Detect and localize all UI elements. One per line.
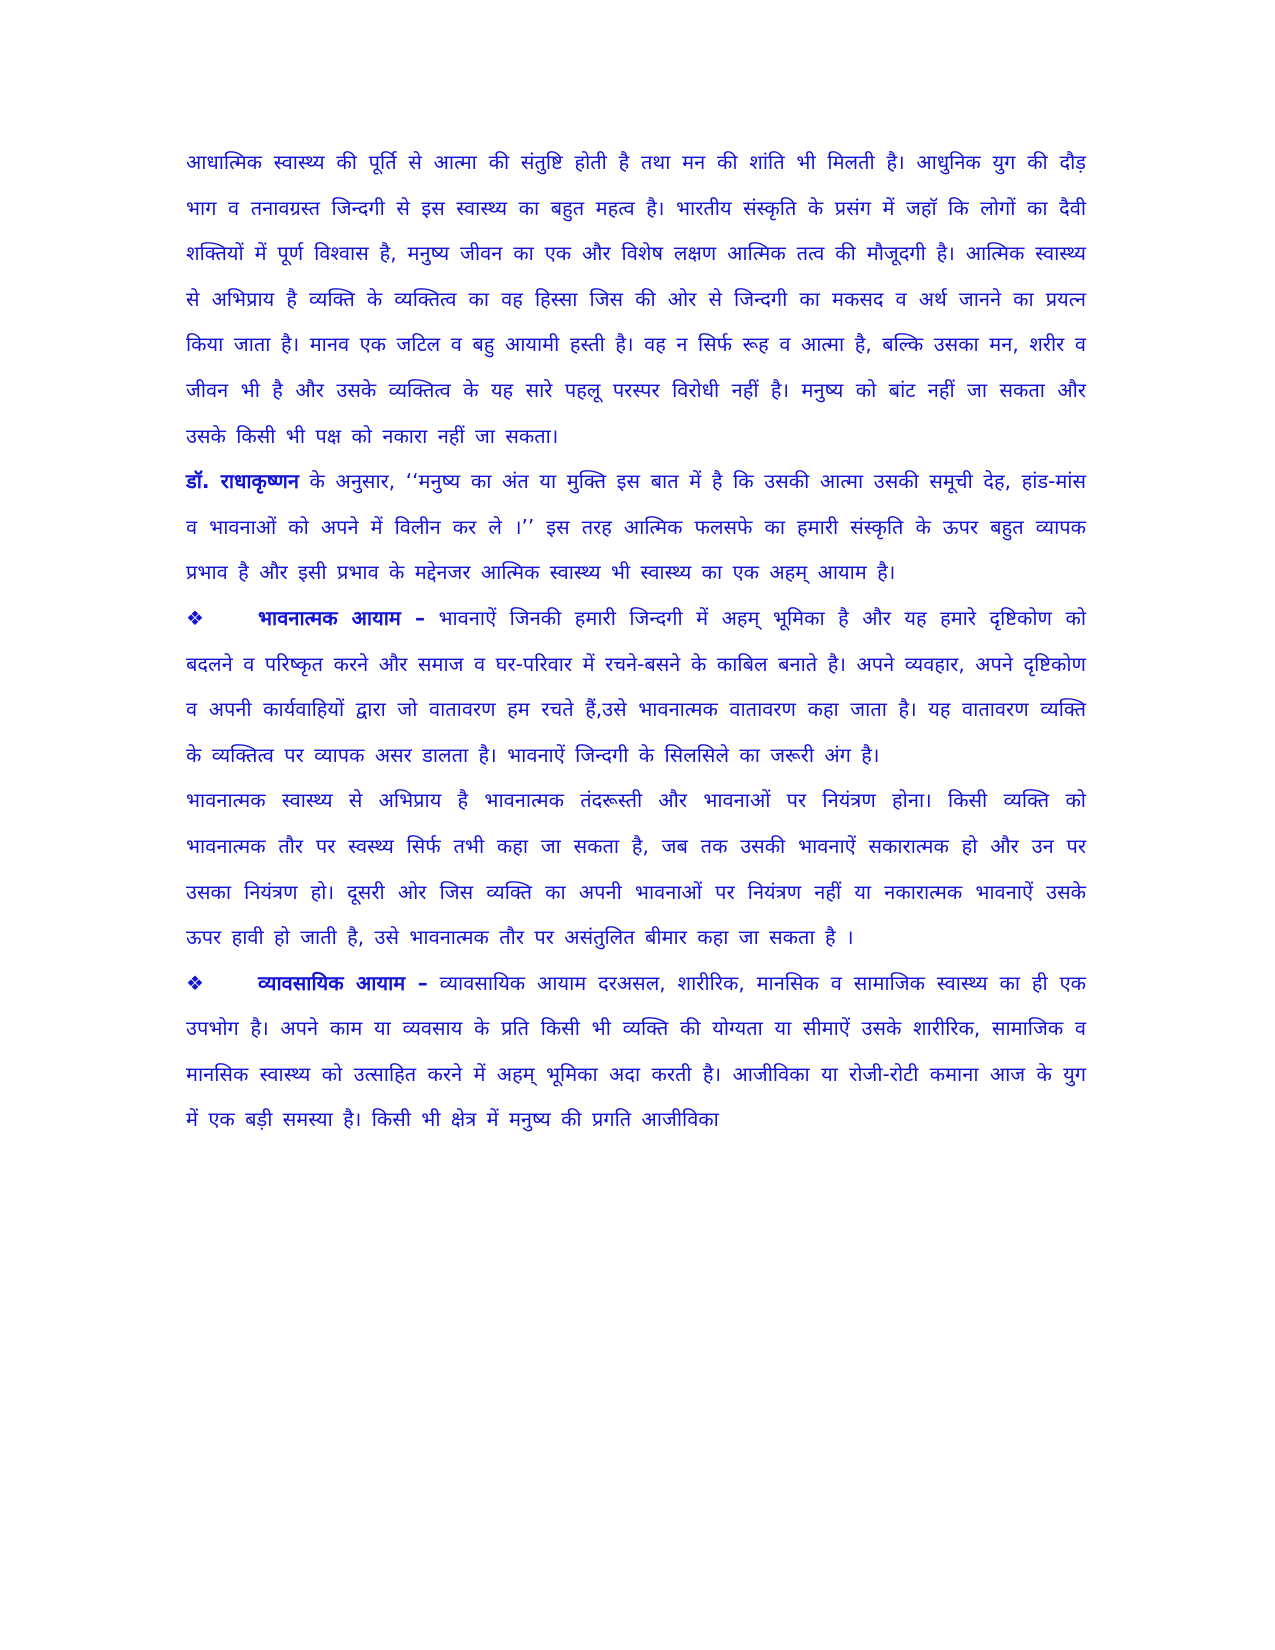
paragraph-emotional-health (186, 778, 1086, 960)
paragraph-text: भावनाऐं जिनकी हमारी जिन्दगी में अहम् भूमिका है और यह हमारे दृष्टिकोण को बदलने व परिष्कृत करने और समाज व घर-परिवार में रचने-बसने के काबिल बनाते है। अपने व्यवहार, अपने दृष्टिकोण व अपनी कार्यवाहियों द्वारा जो वातावरण हम रचते हैं,उसे भावनात्मक वातावरण कहा जाता है। यह वातावरण व्यक्ति के व्यक्तित्व पर व्यापक असर डालता है। भावनाऐं जिन्दगी के सिलसिले का जरूरी अंग है। (186, 605, 1087, 767)
paragraph-text: भावनात्मक स्वास्थ्य से अभिप्राय है भावनात्मक तंदरूस्ती और भावनाओं पर नियंत्रण होना। किसी व्यक्ति को भावनात्मक तौर पर स्वस्थ्य सिर्फ तभी कहा जा सकता है, जब तक उसकी भावनाऐं सकारात्मक हो और उन पर उसका नियंत्रण हो। दूसरी ओर जिस व्यक्ति का अपनी भावनाओं पर नियंत्रण नहीं या नकारात्मक भावनाऐं उसके ऊपर हावी हो जाती है, उसे भावनात्मक तौर पर असंतुलित बीमार कहा जा सकता है । (186, 788, 1086, 950)
paragraph-text: व्यावसायिक आयाम दरअसल, शारीरिक, मानसिक व सामाजिक स्वास्थ्य का ही एक उपभोग है। अपने काम या व्यवसाय के प्रति किसी भी व्यक्ति की योग्यता या सीमाऐं उसके शारीरिक, सामाजिक व मानसिक स्वास्थ्य को उत्साहित करने में अहम् भूमिका अदा करती है। आजीविका या रोजी-रोटी कमाना आज के युग में एक बड़ी समस्या है। किसी भी क्षेत्र में मनुष्य की प्रगति आजीविका (186, 970, 1086, 1132)
diamond-bullet-icon: ❖ (186, 605, 204, 630)
section-heading-emotional: भावनात्मक आयाम – (258, 605, 425, 630)
section-heading-occupational: व्यावसायिक आयाम – (258, 970, 428, 995)
paragraph-occupational-dimension (186, 961, 1086, 1143)
paragraph-emotional-dimension (186, 596, 1086, 778)
paragraph-text: के अनुसार, ‘‘मनुष्य का अंत या मुक्ति इस बात में है कि उसकी आत्मा उसकी समूची देह, हांड-मांस व भावनाओं को अपने में विलीन कर ले ।’’ इस तरह आत्मिक फलसफे का हमारी संस्कृति के ऊपर बहुत व्यापक प्रभाव है और इसी प्रभाव के मद्देनजर आत्मिक स्वास्थ्य भी स्वास्थ्य का एक अहम् आयाम है। (186, 469, 1087, 585)
paragraph-spiritual-health (186, 140, 1086, 459)
author-name: डॉ. राधाकृष्णन (186, 469, 299, 494)
diamond-bullet-icon: ❖ (186, 970, 204, 995)
paragraph-radhakrishnan-quote (186, 459, 1086, 596)
document-body (186, 140, 1086, 1143)
paragraph-text: आधात्मिक स्वास्थ्य की पूर्ति से आत्मा की संतुष्टि होती है तथा मन की शांति भी मिलती है। आधुनिक युग की दौड़ भाग व तनावग्रस्त जिन्दगी से इस स्वास्थ्य का बहुत महत्व है। भारतीय संस्कृति के प्रसंग में जहाॅ कि लोगों का दैवी शक्तियों में पूर्ण विश्वास है, मनुष्य जीवन का एक और विशेष लक्षण आत्मिक तत्व की मौजूदगी है। आत्मिक स्वास्थ्य से अभिप्राय है व्यक्ति के व्यक्तित्व का वह हिस्सा जिस की ओर से जिन्दगी का मकसद व अर्थ जानने का प्रयत्न किया जाता है। मानव एक जटिल व बहु आयामी हस्ती है। वह न सिर्फ रूह व आत्मा है, बल्कि उसका मन, शरीर व जीवन भी है और उसके व्यक्तित्व के यह सारे पहलू परस्पर विरोधी नहीं है। मनुष्य को बांट नहीं जा सकता और उसके किसी भी पक्ष को नकारा नहीं जा सकता। (186, 150, 1086, 448)
